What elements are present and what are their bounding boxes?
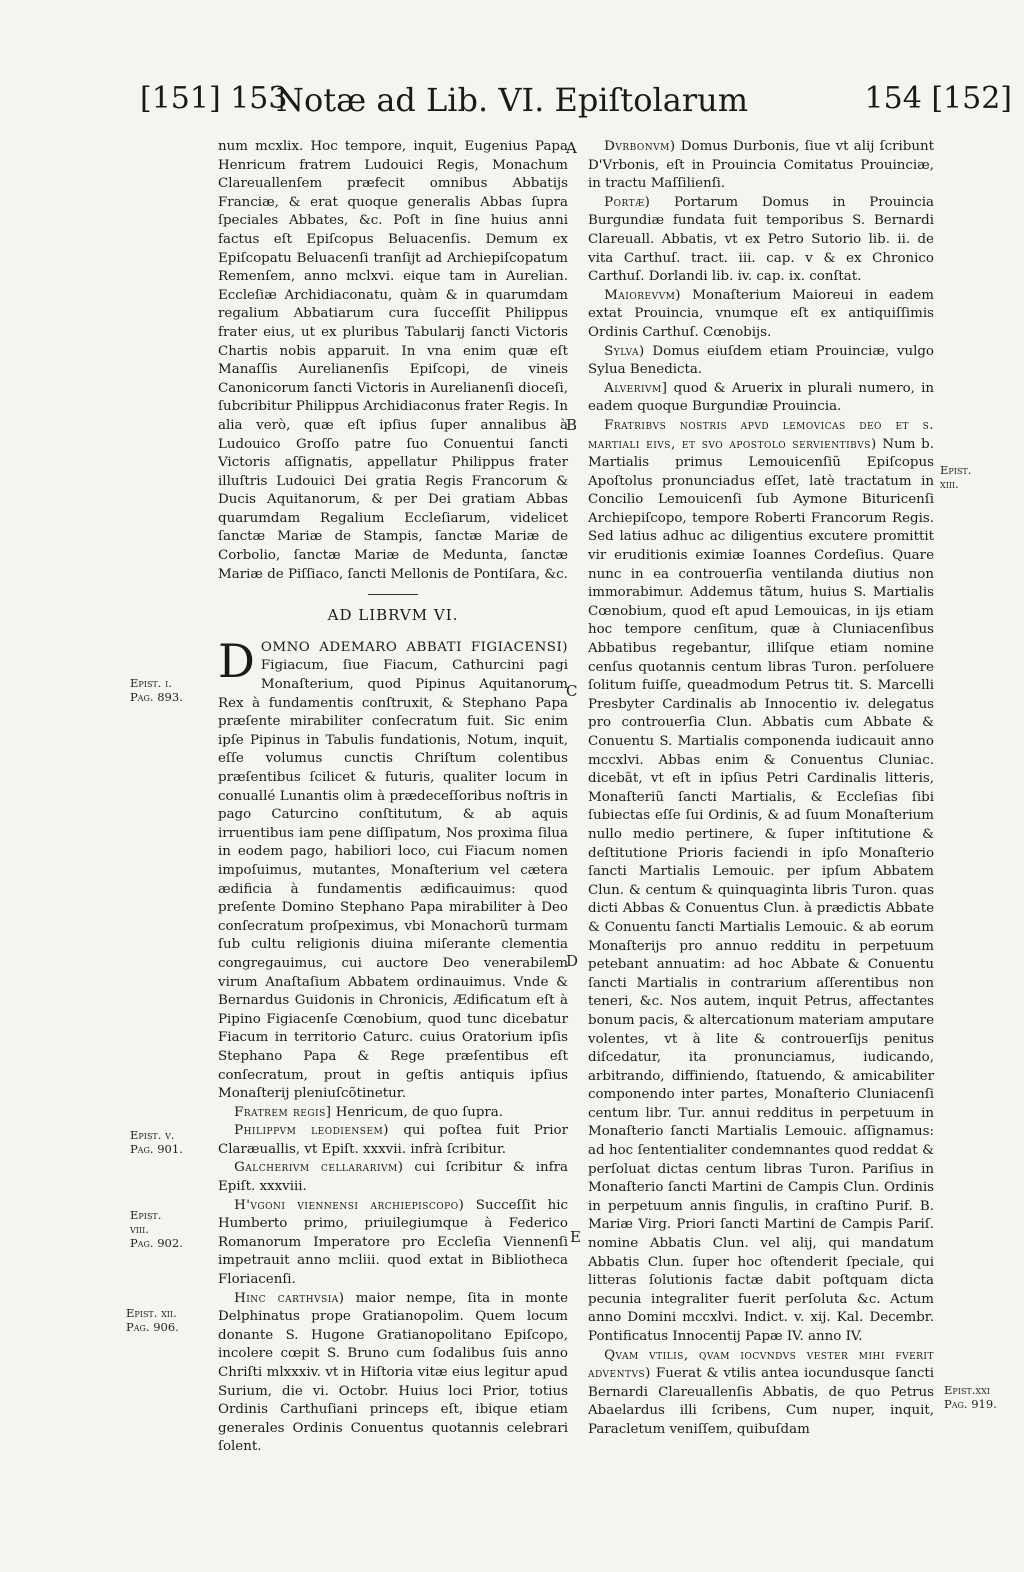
lemma: Qvam vtilis, qvam iocvndvs vester mihi fverit adventvs) (588, 1347, 934, 1382)
paragraph (218, 1290, 568, 1457)
paragraph (588, 287, 934, 343)
paragraph (588, 343, 934, 380)
lemma: Fratribvs nostris apvd lemovicas deo et s. martiali eivs, et svo apostolo servientibvs) (588, 417, 934, 452)
margin-note: Epist. xiii. (940, 463, 972, 491)
margin-note: Epist. i. Pag. 893. (130, 676, 183, 704)
paragraph-text: Fuerat & vtilis antea iocundusque ſancti Bernardi Clareuallenſis Abbatis, de quo Petrus Abaelardus illi ſcribens, Cum nuper, inquit, Paracletum veniſſem, quibuſdam (588, 1366, 934, 1437)
section-heading: AD LIBRVM VI. (218, 606, 568, 625)
paragraph-text: Domus eiuſdem etiam Prouinciæ, vulgo Sylua Benedicta. (588, 343, 934, 378)
lemma: Galcherivm cellararivm) (234, 1160, 404, 1176)
paragraph (588, 138, 934, 194)
running-title: Notæ ad Lib. VI. Epiſtolarum (275, 81, 749, 119)
lemma: Hinc carthvsia) (234, 1290, 345, 1306)
lemma: Sylva) (604, 343, 645, 359)
page-number-left: [151] 153 (140, 81, 288, 116)
paragraph (218, 633, 568, 1104)
paragraph-text: qui poſtea fuit Prior Claræuallis, vt Epiſt. xxxvii. infrà ſcribitur. (218, 1123, 569, 1157)
margin-note: Epist. xii. Pag. 906. (126, 1306, 179, 1334)
drop-cap: D (218, 633, 255, 688)
paragraph: num mcxlix. Hoc tempore, inquit, Eugenius Papa Henricum fratrem Ludouici Regis, Monachum Clareuallenſem præfecit omnibus Abbatijs Franciæ, & erat quoque generalis Abbas ſupra ſpeciales Abbates, &c. Poſt in ſine huius anni factus eſt Epiſcopus Beluacenſis. Demum ex Epiſcopatu Beluacenſi tranſijt ad Archiepiſcopatum Remenſem, anno mclxvi. eique tam in Aurelian. Eccleſiæ Archidiaconatu, quàm & in quarumdam regalium Abbatiarum cura ſucceſſit Philippus frater eius, ut ex pluribus Tabularij ſancti Victoris Chartis nobis apparuit. In vna enim quæ eſt Manaſſis Aurelianenſis Epiſcopi, de vineis Canonicorum ſancti Victoris in Aurelianenſi dioceſi, ſubcribitur Philippus Archidiaconus frater Regis. In alia verò, quæ eſt ipſius ſuper annalibus à Ludouico Groſſo patre ſuo Conuentui ſancti Victoris aſſignatis, appellatur Philippus frater illuſtris Ludouici Dei gratia Regis Francorum & Ducis Aquitanorum, & per Dei gratiam Abbas quarumdam Regalium Eccleſiarum, videlicet ſanctæ Mariæ de Stampis, ſanctæ Mariæ de Corbolio, ſanctæ Mariæ de Medunta, ſanctæ Mariæ de Piſſiaco, ſancti Mellonis de Pontiſara, &c. (218, 139, 568, 582)
paragraph (588, 194, 934, 287)
paragraph (218, 1197, 568, 1290)
paragraph-text: Henricum, de quo ſupra. (335, 1104, 504, 1120)
paragraph (218, 1159, 568, 1196)
column-marker-e: E (570, 1228, 581, 1246)
right-column (588, 138, 934, 1440)
paragraph-text: Domus Durbonis, ſiue vt alij ſcribunt D'Vrbonis, eſt in Prouincia Comitatus Prouinciæ, in tractu Maſſilienſi. (588, 139, 934, 192)
paragraph-text: Monaſterium Maioreui in eadem extat Prouincia, vnumque eſt ex antiquiſſimis Ordinis Carthuſ. Cœnobijs. (588, 287, 934, 340)
paragraph (588, 380, 934, 417)
lemma: Portæ) (604, 194, 651, 210)
margin-note: Epist.xxi Pag. 919. (944, 1383, 997, 1411)
paragraph-text: Figiacum, ſiue Fiacum, Cathurcini pagi Monaſterium, quod Pipinus Aquitanorum Rex à fundamentis conſtruxit, & Stephano Papa præſente mirabiliter conſecratum fuit. Sic enim ipſe Pipinus in Tabulis fundationis, Notum, inquit, eſſe volumus cunctis Chriſtum colentibus præſentibus ſcilicet & futuris, qualiter locum in conuallé Lunantis olim à prædeceſſoribus noſtris in pago Caturcino conſtitutum, & ab aquis irruentibus iam pene diſſipatum, Nos proxima ſilua in eodem pago, habiliori loco, cui Fiacum nomen impoſuimus, mutantes, Monaſterium vel cætera ædificia à fundamentis ædificauimus: quod preſente Domino Stephano Papa mirabiliter à Deo conſecratum proſpeximus, vbi Monachorũ turmam ſub cultu religionis diuina miſerante clementia congregauimus, cui auctore Deo venerabilem virum Anaſtaſium Abbatem ordinauimus. Vnde & Bernardus Guidonis in Chronicis, Ædificatum eſt à Pipino Figiacenſe Cœnobium, quod tunc dicebatur Fiacum in territorio Caturc. cuius Oratorium ipſis Stephano Papa & Rege præſentibus eſt conſecratum, prout in geſtis antiquis ipſius Monaſterij pleniuſcõtinetur. (218, 658, 568, 1102)
lemma: OMNO ADEMARO ABBATI FIGIACENSI) (260, 639, 568, 655)
lemma: Philippvm leodiensem) (234, 1123, 389, 1139)
lemma: Maiorevvm) (604, 287, 682, 303)
left-column (218, 138, 568, 1457)
paragraph (588, 1347, 934, 1440)
paragraph-text: Portarum Domus in Prouincia Burgundiæ fundata fuit temporibus S. Bernardi Clareuall. Abbatis, vt ex Petro Sutorio lib. ii. de vita Carthuſ. tract. iii. cap. v & ex Chronico Carthuſ. Dorlandi lib. iv. cap. ix. conſtat. (588, 194, 934, 285)
paragraph-text: Num b. Martialis primus Lemouicenſiũ Epiſcopus Apoſtolus pronunciadus eſſet, latè tractatum in Concilio Lemouicenſi ſub Aymone Bituricenſi Archiepiſcopo, tempore Roberti Francorum Regis. Sed latius adhuc ac diligentius excutere promittit vir eruditionis eximiæ Ioannes Cordeſius. Quare nunc in ea controuerſia ventilanda diutius non immorabimur. Addemus tãtum, huius S. Martialis Cœnobium, quod eſt apud Lemouicas, in ijs etiam hoc tempore cenſitum, quæ à Cluniacenſibus Abbatibus regebantur, illiſque etiam nomine cenſus quotannis centum libras Turon. perſoluere ſolitum fuiſſe, queadmodum Petrus tit. S. Marcelli Presbyter Cardinalis ab Innocentio iv. delegatus pro controuerſia Clun. Abbatis cum Abbate & Conuentu S. Martialis componenda iudicauit anno mccxlvi. Abbas enim & Conuentus Cluniac. dicebãt, vt eſt in ipſius Petri Cardinalis litteris, Monaſteriũ ſancti Martialis, & Eccleſias ſibi ſubiectas eſſe ſui Ordinis, & ad ſuum Monaſterium nullo medio pertinere, & ſuper inſtitutione & deſtitutione Prioris faciendi in ipſo Monaſterio ſancti Martialis Lemouic. per ipſum Abbatem Clun. & centum & quinquaginta libris Turon. quas dicti Abbas & Conuentus Clun. à prædictis Abbate & Conuentu ſancti Martialis Lemouic. & ab eorum Monaſterijs pro annuo redditu in perpetuum petebant annuatim: ad hoc Abbate & Conuentu ſancti Martialis in contrarium aſſerentibus non teneri, &c. Nos autem, inquit Petrus, affectantes bonum pacis, & altercationum materiam amputare volentes, vt à lite & controuerſijs penitus diſcedatur, ita pronunciamus, iudicando, arbitrando, diffiniendo, ſtatuendo, & amicabiliter componendo inter partes, Monaſterio Cluniacenſi centum libr. Tur. annui redditus in perpetuum in Monaſterio ſancti Martialis Lemouic. aſſignamus: ad hoc ſententialiter condemnantes quod reddat & perſoluat dictas centum libras Turon. Pariſius in Monaſterio ſancti Martini de Campis Clun. Ordinis in perpetuum annis ſingulis, in craſtino Purif. B. Mariæ Virg. Priori ſancti Martini de Campis Pariſ. nomine Abbatis Clun. vel alij, qui mandatum Abbatis Clun. ſuper hoc oſtenderit ſpeciale, qui litteras ſolutionis factæ dabit poſtquam dicta pecunia integraliter fuerit perſoluta &c. Actum anno Domini mccxlvi. Indict. v. xij. Kal. Decembr. Pontificatus Innocentij Papæ IV. anno IV. (588, 436, 935, 1344)
lemma: Dvrbonvm) (604, 139, 676, 154)
lemma: Fratrem regis] (234, 1104, 332, 1120)
column-marker-d: D (566, 952, 579, 970)
lemma: H'vgoni viennensi archiepiscopo) (234, 1197, 465, 1213)
column-marker-c: C (566, 682, 578, 700)
paragraph-text: quod & Aruerix in plurali numero, in eadem quoque Burgundiæ Prouincia. (588, 380, 934, 415)
paragraph (218, 1122, 568, 1159)
paragraph (218, 1104, 568, 1123)
paragraph (588, 417, 934, 1347)
margin-note: Epist. viii. Pag. 902. (130, 1208, 183, 1250)
column-marker-a: A (566, 139, 577, 157)
margin-note: Epist. v. Pag. 901. (130, 1128, 183, 1156)
page-number-right: 154 [152] (864, 81, 1012, 116)
column-marker-b: B (566, 416, 578, 434)
paragraph-text: maior nempe, ſita in monte Delphinatus prope Gratianopolim. Quem locum donante S. Hugone Gratianopolitano Epiſcopo, incolere cœpit S. Bruno cum ſodalibus ſuis anno Chriſti mlxxxiv. vt in Hiſtoria vitæ eius legitur apud Surium, die vi. Octobr. Huius loci Prior, totius Ordinis Carthuſiani princeps eſt, ibique etiam generales Ordinis Conuentus quotannis celebrari ſolent. (218, 1290, 568, 1455)
paragraph-text: Succeſſit hic Humberto primo, priuilegiumque à Federico Romanorum Imperatore pro Eccleſia Viennenſi impetrauit anno mcliii. quod extat in Bibliotheca Floriacenſi. (218, 1197, 568, 1288)
paragraph-text: cui ſcribitur & infra Epiſt. xxxviii. (218, 1160, 568, 1195)
lemma: Alverivm] (604, 380, 668, 396)
